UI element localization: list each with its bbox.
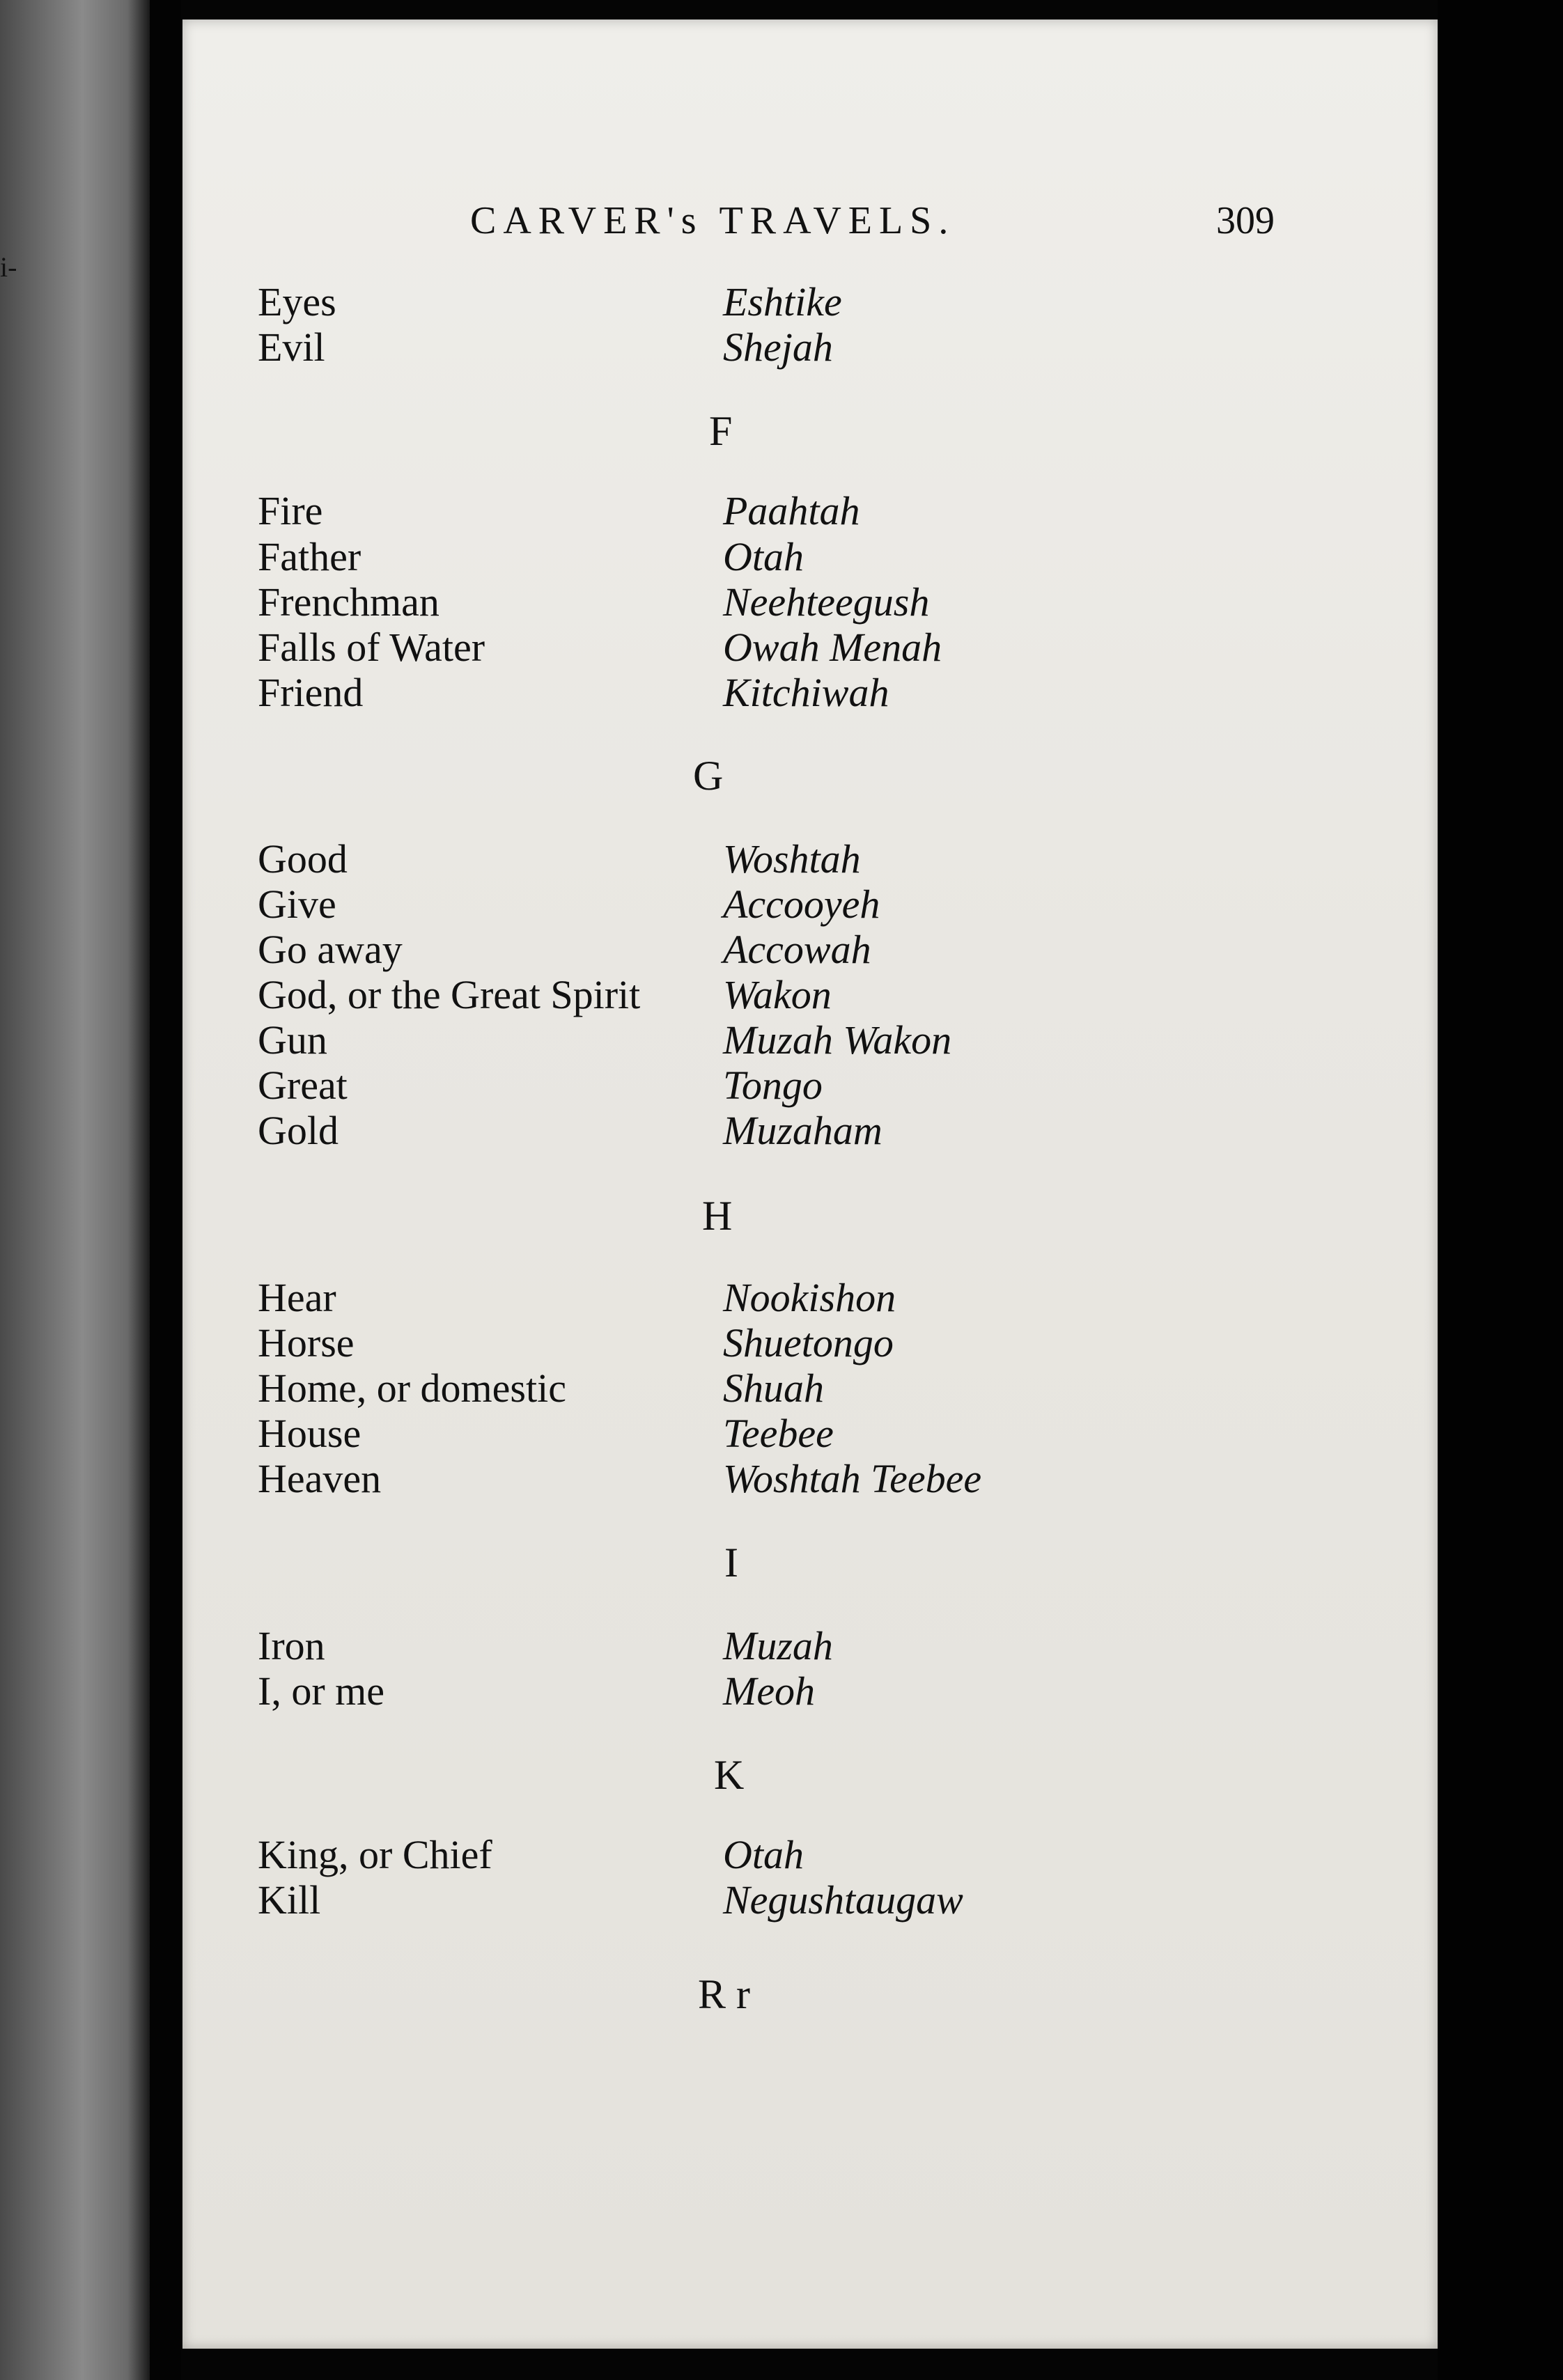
vocab-entry <box>258 1831 1163 1876</box>
native-word: Muzah <box>723 1623 833 1668</box>
native-word: Accooyeh <box>723 882 880 927</box>
native-word: Otah <box>723 1832 804 1877</box>
native-word: Owah Menah <box>723 625 942 670</box>
vocab-entry <box>258 324 1163 368</box>
vocab-entry <box>258 1455 1163 1500</box>
vocab-entry <box>258 1017 1163 1061</box>
section-letter: G <box>693 753 724 799</box>
vocab-entry <box>258 971 1163 1016</box>
native-word: Kitchiwah <box>723 670 889 715</box>
english-word: King, or Chief <box>258 1832 492 1877</box>
english-word: Friend <box>258 670 364 715</box>
english-word: Father <box>258 534 361 579</box>
english-word: Evil <box>258 324 325 370</box>
vocab-entry <box>258 1668 1163 1712</box>
native-word: Woshtah <box>723 836 861 882</box>
vocab-entry <box>258 881 1163 925</box>
vocab-entry <box>258 533 1163 578</box>
english-word: God, or the Great Spirit <box>258 972 641 1017</box>
running-head: CARVER's TRAVELS. <box>470 199 956 242</box>
native-word: Paahtah <box>723 488 860 533</box>
vocab-entry <box>258 487 1163 532</box>
english-word: Frenchman <box>258 579 440 625</box>
native-word: Muzaham <box>723 1108 882 1153</box>
native-word: Eshtike <box>723 279 842 324</box>
english-word: Fire <box>258 488 323 533</box>
facing-page-edge <box>0 0 150 2380</box>
vocab-entry <box>258 624 1163 668</box>
english-word: Give <box>258 882 336 927</box>
native-word: Negushtaugaw <box>723 1877 963 1923</box>
native-word: Muzah Wakon <box>723 1017 952 1063</box>
vocab-entry <box>258 669 1163 714</box>
native-word: Neehteegush <box>723 579 930 625</box>
english-word: Eyes <box>258 279 336 324</box>
native-word: Meoh <box>723 1668 816 1714</box>
english-word: Great <box>258 1063 348 1108</box>
english-word: Go away <box>258 927 403 972</box>
section-letter: H <box>702 1193 733 1239</box>
scan-background <box>1438 0 1563 2380</box>
catchword: R r <box>698 1971 750 2017</box>
native-word: Shuetongo <box>723 1320 894 1365</box>
page-header <box>286 198 1275 247</box>
native-word: Nookishon <box>723 1275 896 1320</box>
native-word: Tongo <box>723 1063 823 1108</box>
native-word: Woshtah Teebee <box>723 1456 982 1501</box>
native-word: Accowah <box>723 927 871 972</box>
book-gutter <box>150 0 181 2380</box>
vocab-entry <box>258 1274 1163 1319</box>
vocab-entry <box>258 1877 1163 1921</box>
english-word: Kill <box>258 1877 321 1923</box>
vocab-entry <box>258 1622 1163 1667</box>
english-word: Horse <box>258 1320 355 1365</box>
native-word: Otah <box>723 534 804 579</box>
vocab-entry <box>258 926 1163 971</box>
english-word: Falls of Water <box>258 625 485 670</box>
english-word: Hear <box>258 1275 336 1320</box>
native-word: Teebee <box>723 1411 834 1456</box>
facing-page-fragment: i- <box>0 251 17 283</box>
native-word: Shejah <box>723 324 833 370</box>
english-word: Good <box>258 836 348 882</box>
section-letter: K <box>714 1752 745 1798</box>
page-number: 309 <box>1216 199 1275 242</box>
vocab-entry <box>258 1365 1163 1409</box>
english-word: I, or me <box>258 1668 384 1714</box>
english-word: Home, or domestic <box>258 1365 566 1411</box>
english-word: Gold <box>258 1108 339 1153</box>
english-word: House <box>258 1411 361 1456</box>
vocab-entry <box>258 579 1163 623</box>
english-word: Gun <box>258 1017 327 1063</box>
english-word: Iron <box>258 1623 325 1668</box>
section-letter: I <box>724 1540 738 1586</box>
vocab-entry <box>258 279 1163 323</box>
vocab-entry <box>258 836 1163 880</box>
native-word: Shuah <box>723 1365 824 1411</box>
vocab-entry <box>258 1062 1163 1106</box>
vocab-entry <box>258 1410 1163 1455</box>
section-letter: F <box>709 408 733 454</box>
native-word: Wakon <box>723 972 832 1017</box>
vocab-entry <box>258 1320 1163 1364</box>
english-word: Heaven <box>258 1456 382 1501</box>
vocab-entry <box>258 1107 1163 1152</box>
